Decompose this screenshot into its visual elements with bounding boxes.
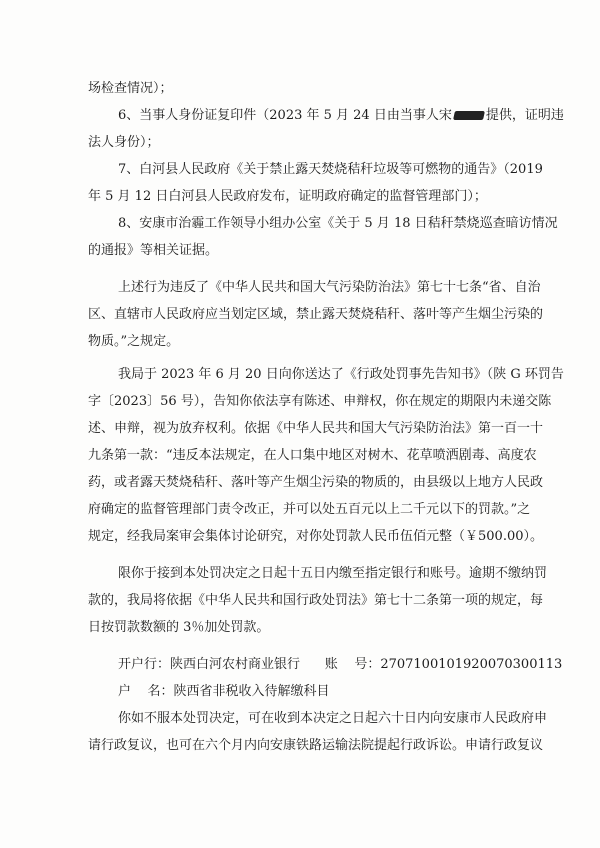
- text-line: [88, 447, 600, 465]
- line-text: 物质。”之规定。: [88, 334, 180, 349]
- text-line: [88, 306, 600, 324]
- text-line: [118, 107, 600, 125]
- line-text: 开户行：陕西白河农村商业银行 账 号：2707100101920070300113: [118, 657, 563, 672]
- text-line: [88, 737, 600, 755]
- text-line: [118, 683, 600, 701]
- text-line: [88, 501, 600, 519]
- text-line: [88, 592, 600, 610]
- redaction-mark: [453, 111, 485, 120]
- line-text: 的通报》等相关证据。: [88, 243, 219, 258]
- line-text: 场检查情况）；: [88, 81, 173, 96]
- line-text: 九条第一款：“违反本法规定，在人口集中地区对树木、花草喷洒剧毒、高度农: [88, 448, 537, 463]
- text-line: [118, 565, 600, 583]
- line-text: 府确定的监督管理部门责令改正，并可以处五百元以上二千元以下的罚款。”之: [88, 502, 531, 517]
- text-line: [88, 188, 600, 206]
- text-line: [88, 242, 600, 260]
- line-text: 字〔2023〕56 号），告知你依法享有陈述、申辩权，你在规定的期限内未递交陈: [88, 394, 552, 409]
- line-text: 上述行为违反了《中华人民共和国大气污染防治法》第七十七条“省、自治: [118, 280, 541, 295]
- text-line: [88, 474, 600, 492]
- line-text: 法人身份）；: [88, 135, 160, 150]
- line-text: 提供，证明违: [485, 108, 564, 123]
- line-text: 请行政复议，也可在六个月内向安康铁路运输法院提起行政诉讼。申请行政复议: [88, 738, 544, 753]
- text-line: [88, 134, 600, 152]
- text-line: [118, 161, 600, 179]
- line-text: 6、当事人身份证复印件（2023 年 5 月 24 日由当事人宋: [118, 108, 452, 123]
- line-text: 区、直辖市人民政府应当划定区域，禁止露天焚烧秸秆、落叶等产生烟尘污染的: [88, 307, 544, 322]
- text-line: [118, 656, 600, 674]
- text-line: [88, 333, 600, 351]
- text-line: [118, 366, 600, 384]
- text-line: [88, 80, 600, 98]
- line-text: 我局于 2023 年 6 月 20 日向你送达了《行政处罚事先告知书》（陕 G 环罚告: [118, 367, 564, 382]
- text-line: [88, 619, 600, 637]
- text-line: [88, 528, 600, 546]
- line-text: 你如不服本处罚决定，可在收到本决定之日起六十日内向安康市人民政府申: [118, 711, 548, 726]
- line-text: 年 5 月 12 日白河县人民政府发布，证明政府确定的监督管理部门）；: [88, 189, 487, 204]
- line-text: 药，或者露天焚烧秸秆、落叶等产生烟尘污染的物质的，由县级以上地方人民政: [88, 475, 544, 490]
- line-text: 限你于接到本处罚决定之日起十五日内缴至指定银行和账号。逾期不缴纳罚: [118, 566, 548, 581]
- text-line: [118, 215, 600, 233]
- line-text: 日按罚款数额的 3％加处罚款。: [88, 620, 270, 635]
- text-line: [88, 393, 600, 411]
- line-text: 户 名：陕西省非税收入待解缴科目: [118, 684, 330, 699]
- text-line: [118, 279, 600, 297]
- line-text: 7、白河县人民政府《关于禁止露天焚烧秸秆垃圾等可燃物的通告》（2019: [118, 162, 543, 177]
- line-text: 述、申辩，视为放弃权利。依据《中华人民共和国大气污染防治法》第一百一十: [88, 421, 544, 436]
- line-text: 款的，我局将依据《中华人民共和国行政处罚法》第七十二条第一项的规定，每: [88, 593, 544, 608]
- text-line: [118, 710, 600, 728]
- line-text: 规定，经我局案审会集体讨论研究，对你处罚款人民币伍佰元整（￥500.00）。: [88, 529, 543, 544]
- line-text: 8、安康市治霾工作领导小组办公室《关于 5 月 18 日秸秆禁烧巡查暗访情况: [118, 216, 558, 231]
- text-line: [88, 420, 600, 438]
